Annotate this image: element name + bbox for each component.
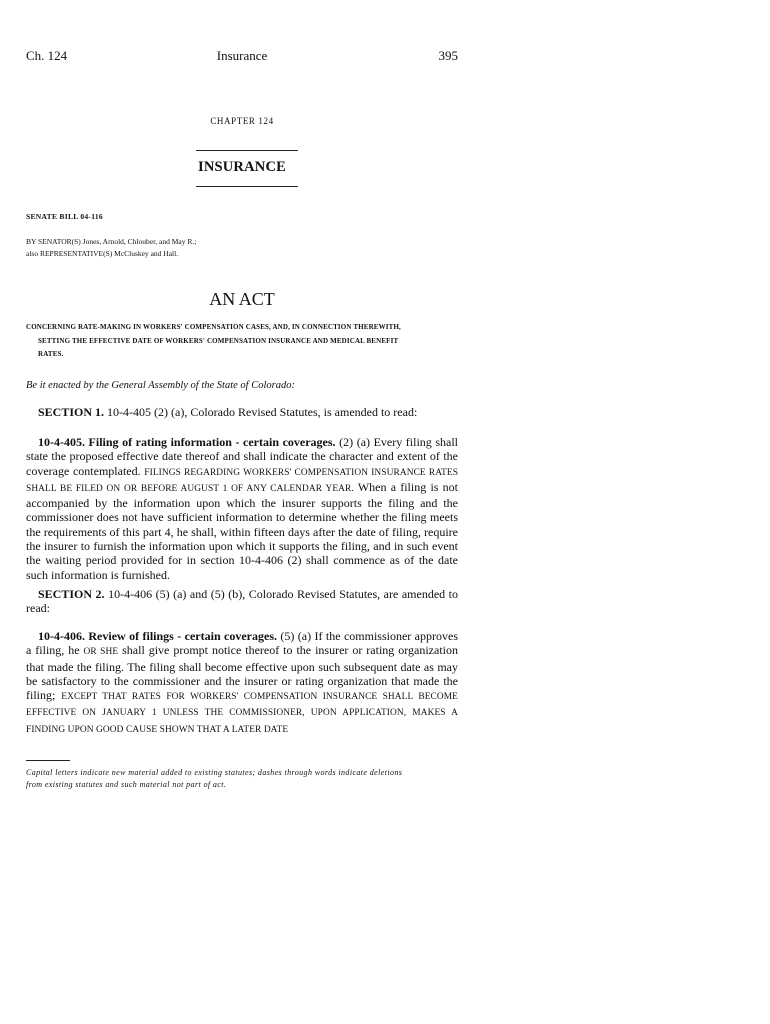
statute-10-4-405-text-b: When a filing is not accompanied by the information upon which the insurer supports the filing and the commissioner does not have sufficient information to determine whether the filing meets the requirements of this part 4, he shall, within fifteen days after the date of filing, require the insurer to furnish the information upon which it supports the filing, and in such event the waiting period provided for in section 10-4-406 (2) shall commence as of the date such information is furnished. (26, 479, 458, 582)
title-rule-bottom (196, 186, 298, 187)
footnote-line-2: from existing statutes and such material not part of act. (26, 780, 227, 789)
act-concerning-clause (26, 321, 458, 362)
statute-10-4-405-text-a: (2) (a) Every filing shall state the proposed effective date thereof and shall indicate the character and extent of the coverage contemplated. (26, 435, 459, 478)
section-2-text: 10-4-406 (5) (a) and (5) (b), Colorado Revised Statutes, are amended to read: (26, 587, 459, 616)
statute-10-4-405 (26, 435, 458, 582)
act-title: AN ACT (209, 289, 275, 309)
concerning-line-1: CONCERNING RATE-MAKING IN WORKERS' COMPENSATION CASES, AND, IN CONNECTION THEREWITH, (26, 323, 401, 331)
concerning-line-2: SETTING THE EFFECTIVE DATE OF WORKERS' COMPENSATION INSURANCE AND MEDICAL BENEFIT (38, 336, 399, 345)
page-number: 395 (438, 48, 458, 63)
section-1 (26, 405, 458, 419)
section-2-heading: SECTION 2. (38, 587, 105, 601)
section-1-text: 10-4-405 (2) (a), Colorado Revised Statutes, is amended to read: (107, 405, 418, 419)
sponsors-senators: BY SENATOR(S) Jones, Arnold, Chlouber, and May R.; (26, 237, 197, 246)
chapter-title: INSURANCE (197, 159, 286, 175)
section-2 (26, 587, 458, 616)
concerning-line-3: RATES. (38, 350, 64, 358)
statute-10-4-406-new-material-a: OR SHE (83, 647, 119, 658)
statute-10-4-406-heading: 10-4-406. Review of filings - certain coverages. (38, 629, 277, 643)
statute-10-4-405-new-material: FILINGS REGARDING WORKERS' COMPENSATION INSURANCE RATES SHALL BE FILED ON OR BEFORE AUGUST 1 OF ANY CALENDAR YEAR. (26, 467, 459, 494)
chapter-label: CHAPTER 124 (210, 116, 274, 126)
statute-10-4-406 (26, 629, 458, 737)
footnote-rule (26, 760, 70, 761)
enacting-clause: Be it enacted by the General Assembly of the State of Colorado: (26, 380, 295, 391)
bill-number: SENATE BILL 04-116 (26, 212, 103, 221)
section-1-heading: SECTION 1. (38, 405, 105, 419)
footnote (26, 767, 458, 791)
statute-10-4-406-text-a: (5) (a) If the commissioner approves a filing, he (26, 629, 459, 658)
running-header-chapter: Ch. 124 (26, 48, 68, 63)
title-rule-top (196, 150, 298, 151)
running-header-title: Insurance (216, 48, 268, 63)
statute-10-4-405-heading: 10-4-405. Filing of rating information - certain coverages. (38, 435, 336, 449)
sponsors (26, 236, 196, 260)
footnote-line-1: Capital letters indicate new material added to existing statutes; dashes through words indicate deletions (26, 768, 403, 777)
statute-10-4-406-new-material-b: EXCEPT THAT RATES FOR WORKERS' COMPENSATION INSURANCE SHALL BECOME EFFECTIVE ON JANUARY 1 UNLESS THE COMMISSIONER, UPON APPLICATION, MAKES A FINDING UPON GOOD CAUSE SHOWN THAT A LATER DATE (26, 692, 459, 735)
statute-10-4-406-text-b: shall give prompt notice thereof to the insurer or rating organization that made the filing. The filing shall become effective upon such subsequent date as may be satisfactory to the commissioner and the insurer or rating organization that made the filing; (26, 643, 458, 703)
sponsors-representatives: also REPRESENTATIVE(S) McCluskey and Hall. (26, 249, 179, 258)
